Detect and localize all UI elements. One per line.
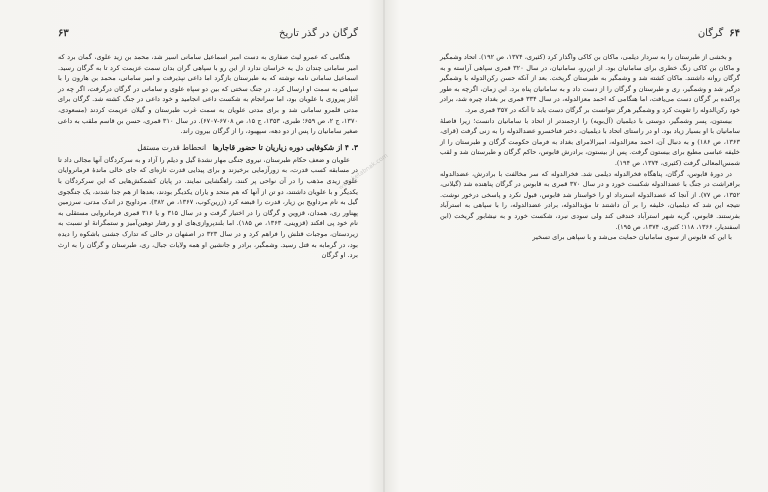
right-header-title: گرگان bbox=[697, 28, 724, 39]
left-page-header bbox=[58, 28, 358, 42]
right-page-number: ۶۴ bbox=[729, 28, 740, 39]
right-page bbox=[440, 28, 740, 243]
page-fold bbox=[383, 0, 385, 492]
right-paragraph-4: با این که قابوس از سوی سامانیان حمایت می‌شد و با سپاهی برای تسخیر bbox=[532, 233, 732, 242]
section-heading bbox=[58, 143, 358, 153]
right-page-header bbox=[440, 28, 740, 42]
left-paragraph-2: علویان و ضعف حکام طبرستان، نیروی جنگی مهار نشدۀ گیل و دیلم را آزاد و به سرکردگان آنها مجالی داد تا در مسابقه کسب قدرت، به زورآزمایی برخیزند و برای پیدایی قدرت تازه‌ای که جای خالی ماندۀ فرمانروایان علوی زیدی مذهب را در آن نواحی پر کنند، راهگشایی نمایند. در پایان کشمکش‌هایی که این سرکردگان با یکدیگر و با علویان داشتند، دو تن از آنها که هم متحد و یاران یکدیگر بودند، بعدها از هم جدا شدند، یک جنگجوی گیل به نام مرداویج بن زیار، قدرت را قبضه کرد (زرین‌کوب، ۱۳۶۷، ص ۳۸۲). مرداویج در اندک مدتی، سرزمین پهناور ری، همدان، قزوین و گرگان را در اختیار گرفت و در سال ۳۱۵ و یا ۳۱۶ قمری فرمانروایی مستقلی به نام خود پی افکند (قزوینی، ۱۳۶۳، ص ۱۸۵). اما بلندپروازی‌های او و رفتار توهین‌آمیز و ستمگرانۀ او نسبت به زیردستان، موجبات قتلش را فراهم کرد و در سال ۳۲۳ در اصفهان در حالی که تدارک جشنی باشکوه را دیده بود، در گرمابه به قتل رسید. وشمگیر، برادر و جانشین او همه ولایات جبال، ری، طبرستان و گرگان را به ارث برد. او گرگان bbox=[58, 155, 359, 260]
right-paragraph-2: بیستون، پسر وشمگیر، دوستی با دیلمیان (آل‌بویه) را ارجمندتر از اتحاد با سامانیان دانست؛ زیرا فاصلۀ سامانیان با او بسیار زیاد بود. او در راستای اتحاد با دیلمیان، دختر فناخسرو عضدالدوله را به زنی گرفت (قرای، ۱۳۶۳، ص ۱۸۶) و به دنبال آن، احمد معزالدوله، امیرالامرای بغداد به فرمان حکومت گرگان و طبرستان را از خلیفه عباسی مطیع برای بیستون گرفت. پس از بیستون، برادرش قابوس، حاکم گرگان و طبرستان شد و لقب شمس‌المعالی گرفت (کثیری، ۱۳۷۴، ص ۱۹۴). bbox=[440, 116, 740, 167]
left-paragraph-1: هنگامی که عمرو لیث صفاری به دست امیر اسماعیل سامانی اسیر شد، محمد بن زید علوی، گمان برد که امیر سامانی چندان دل به خراسان ندارد از این رو با سپاهی گران بدان سمت عزیمت کرد تا به گرگان رسید. اسماعیل سامانی نامه نوشته که به طبرستان بازگرد اما داعی نپذیرفت و امیر سامانی، محمد بن هارون را با سپاهی به سمت او ارسال کرد. در جنگ سختی که بین دو سپاه علوی و سامانی در گرگان درگرفت، اگر چه در آغاز پیروزی با علویان بود، اما سرانجام به شکست داعی انجامید و خود داعی در جنگ کشته شد. گرگان برای مدتی قلمرو سامانی شد و برای مدتی علویان به سمت غرب طبرستان و گیلان عزیمت کردند (مسعودی، ۱۳۷۰، ج ۲، ص ۶۵۹؛ طبری، ۱۳۵۳، ج ۱۵، ص ۶۷۰۸-۶۷۰۷). در سال ۳۱۰ قمری، حسن بن قاسم ملقب به داعی صغیر سامانیان را پس از دو دهه، سپهبود، را از گرگان بیرون راند. bbox=[58, 53, 359, 136]
left-page bbox=[58, 28, 358, 261]
left-header-title: گرگان در گذر تاریخ bbox=[279, 28, 358, 39]
section-heading-sub: انحطاط قدرت مستقل bbox=[137, 142, 207, 152]
left-page-number: ۶۳ bbox=[58, 28, 69, 39]
watermark: www.ketabnak.com bbox=[337, 152, 390, 192]
section-heading-title: ۳. ۴ از شکوفایی دوره زیاریان تا حضور قاجارها bbox=[212, 142, 358, 152]
right-paragraph-1: و بخشی از طبرستان را به سردار دیلمی، ماکان بن کاکی واگذار کرد (کثیری، ۱۳۷۴، ص ۱۹۲). اتحاد وشمگیر و ماکان بن کاکی زنگ خطری برای سامانیان بود. از این‌رو، سامانیان، در سال ۳۲۰ قمری سپاهی آراسته و به گرگان روانه داشتند. ماکان کشته شد و وشمگیر به طبرستان گریخت. بعد از آنکه حسن رکن‌الدوله با وشمگیر درگیر شد و وشمگیر، ری و طبرستان و گرگان را از دست داد و به سامانیان پناه برد. این زمان، اگرچه به طور پراکنده بر گرگان دست می‌یافت، اما هنگامی که احمد معزالدوله، در سال ۳۳۴ قمری بر بغداد چیره شد، برادر خود رکن‌الدوله را تقویت کرد و وشمگیر هرگز نتوانست بر گرگان دست یابد تا آنکه در ۳۵۷ قمری مرد. bbox=[440, 53, 740, 114]
right-paragraph-3: در دورۀ قابوس، گرگان، پناهگاه فخرالدوله دیلمی شد. فخرالدوله که سر مخالفت با برادرش، عضدالدوله برافراشت در جنگ با عضدالدوله شکست خورد و در سال ۳۷۰ قمری به قابوس در گرگان پناهنده شد (گیلانی، ۱۳۵۲، ص ۷۷). از آنجا که عضدالدوله استرداد او را خواستار شد قابوس، قبول نکرد و پاسخی درخور نوشت. نتیجه این شد که دیلمیان، خلیفه را بر آن داشتند تا مؤیدالدوله، برادر عضدالدوله، را با سپاهی به استرآباد بفرستند. قابوس، گریه شهر استرآباد خندقی کند ولی سودی نبرد، شکست خورد و به نیشابور گریخت (ابن اسفندیار، ۱۳۶۶، ۱۱۸؛ کثیری، ۱۳۷۴، ص ۱۹۵). bbox=[440, 169, 740, 231]
